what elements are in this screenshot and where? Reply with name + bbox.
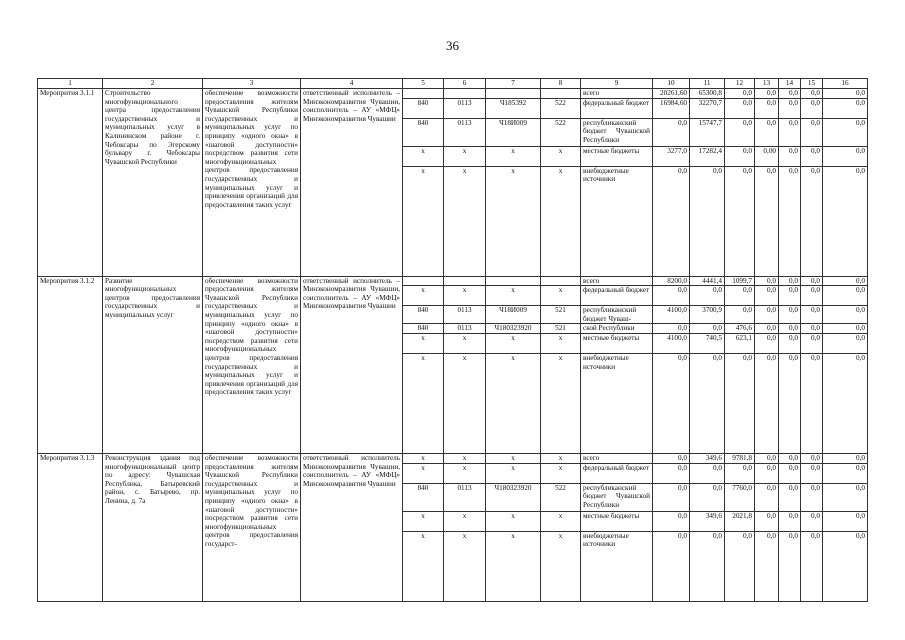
- column-number: 6: [444, 79, 486, 89]
- funding-value: 0,0: [755, 118, 779, 146]
- budget-code-expense-type: x: [541, 146, 581, 166]
- funding-value: 0,0: [823, 276, 868, 286]
- funding-value: 0,0: [725, 118, 755, 146]
- funding-value: 0,0: [779, 286, 801, 306]
- funding-value: 0,0: [779, 146, 801, 166]
- funding-value: 1099,7: [725, 276, 755, 286]
- funding-value: 0,0: [779, 483, 801, 511]
- funding-value: 0,0: [779, 333, 801, 353]
- funding-source: республиканский бюджет Чувашской Республики: [581, 118, 653, 146]
- budget-code-expense-type: x: [541, 463, 581, 483]
- funding-source: местные бюджеты: [581, 146, 653, 166]
- funding-value: 0,0: [801, 531, 823, 601]
- funding-value: 0,0: [690, 353, 725, 453]
- funding-value: 0,0: [653, 118, 690, 146]
- measure-goal: обеспечение возможности предоставления жителям Чувашской Республики государственных и муниципальных услуг по принципу «одного окна» в «шаговой доступности» посредством развития сети многофункциональных центров предоставления государственных и муниципальных услуг и привлечения организаций для предоставления таких услуг: [203, 276, 301, 453]
- column-number: 2: [103, 79, 203, 89]
- funding-value: 0,0: [755, 89, 779, 99]
- budget-code-target: x: [486, 531, 541, 601]
- budget-code-expense-type: 521: [541, 306, 581, 324]
- funding-value: 0,0: [755, 483, 779, 511]
- funding-value: 0,0: [779, 463, 801, 483]
- funding-source: всего: [581, 453, 653, 463]
- funding-source: ской Республики: [581, 324, 653, 334]
- funding-value: 0,0: [653, 353, 690, 453]
- funding-value: 0,0: [755, 306, 779, 324]
- funding-value: 0,0: [653, 166, 690, 276]
- funding-value: 9781,8: [725, 453, 755, 463]
- measure-code: Меропрития 3.1.3: [38, 453, 103, 601]
- funding-value: 15747,7: [690, 118, 725, 146]
- measure-code: Меропрития 3.1.1: [38, 89, 103, 277]
- funding-value: 476,6: [725, 324, 755, 334]
- funding-value: 0,0: [801, 89, 823, 99]
- budget-code-grbs: 840: [403, 306, 444, 324]
- funding-value: 0,0: [801, 118, 823, 146]
- budget-code-section: x: [444, 286, 486, 306]
- funding-value: 65300,8: [690, 89, 725, 99]
- funding-value: 0,0: [653, 286, 690, 306]
- column-number: 13: [755, 79, 779, 89]
- budget-code-target: Ч180323920: [486, 324, 541, 334]
- funding-value: 0,0: [823, 511, 868, 531]
- budget-code-grbs: x: [403, 511, 444, 531]
- budget-code-target: x: [486, 511, 541, 531]
- budget-code-target: x: [486, 146, 541, 166]
- funding-value: 0,0: [725, 306, 755, 324]
- budget-code-grbs: x: [403, 333, 444, 353]
- funding-value: 0,0: [801, 98, 823, 118]
- column-number: 7: [486, 79, 541, 89]
- funding-value: 2021,8: [725, 511, 755, 531]
- funding-value: 0,0: [690, 286, 725, 306]
- budget-code-target: x: [486, 463, 541, 483]
- budget-code-grbs: x: [403, 146, 444, 166]
- table-row: [38, 89, 868, 99]
- budget-code-section: x: [444, 146, 486, 166]
- budget-code-target: [486, 276, 541, 286]
- column-number: 12: [725, 79, 755, 89]
- column-number: 15: [801, 79, 823, 89]
- budget-code-grbs: 840: [403, 118, 444, 146]
- budget-code-target: x: [486, 166, 541, 276]
- budget-code-target: x: [486, 353, 541, 453]
- funding-source: всего: [581, 89, 653, 99]
- funding-source: федеральный бюджет: [581, 463, 653, 483]
- measure-name: Строительство многофункционального центра предоставления государственных и муниципальных услуг в Калининском районе г. Чебоксары по Эгерскому бульвару г. Чебоксары Чувашской Республики: [103, 89, 203, 277]
- table-row: [38, 453, 868, 463]
- funding-value: 0,0: [755, 531, 779, 601]
- budget-code-section: x: [444, 333, 486, 353]
- funding-value: 0,0: [725, 98, 755, 118]
- measure-code: Меропрития 3.1.2: [38, 276, 103, 453]
- funding-value: 0,0: [801, 324, 823, 334]
- program-funding-table: [37, 78, 868, 602]
- column-number: 9: [581, 79, 653, 89]
- funding-value: 0,0: [653, 324, 690, 334]
- funding-source: республиканский бюджет Чувашской Республики: [581, 483, 653, 511]
- funding-value: 0,0: [823, 306, 868, 324]
- budget-code-section: x: [444, 166, 486, 276]
- budget-code-grbs: 840: [403, 483, 444, 511]
- funding-value: 0,0: [801, 333, 823, 353]
- column-number: 10: [653, 79, 690, 89]
- funding-value: 740,5: [690, 333, 725, 353]
- column-number: 5: [403, 79, 444, 89]
- budget-code-grbs: x: [403, 166, 444, 276]
- measure-goal: обеспечение возможности предоставления жителям Чувашской Республики государственных и муниципальных услуг по принципу «одного окна» в «шаговой доступности» посредством развития сети многофункциональных центров предоставления государственных и муниципальных услуг и привлечения организаций для предоставления таких услуг: [203, 89, 301, 277]
- budget-code-expense-type: [541, 276, 581, 286]
- budget-code-grbs: [403, 276, 444, 286]
- budget-code-section: 0113: [444, 483, 486, 511]
- funding-source: республиканский бюджет Чуваш-: [581, 306, 653, 324]
- measure-executor: ответственный исполнитель – Минэкономразвития Чувашии, соисполнитель – АУ «МФЦ» Минэкономразвития Чувашии: [301, 276, 403, 453]
- funding-value: 0,0: [779, 453, 801, 463]
- funding-value: 0,0: [755, 453, 779, 463]
- funding-value: 0,0: [755, 98, 779, 118]
- funding-source: всего: [581, 276, 653, 286]
- measure-goal: обеспечение возможности предоставления жителям Чувашской Республики государственных и муниципальных услуг по принципу «одного окна» в «шаговой доступности» посредством развития сети многофункциональных центров предоставления государст-: [203, 453, 301, 601]
- funding-value: 0,0: [690, 531, 725, 601]
- budget-code-expense-type: x: [541, 511, 581, 531]
- funding-value: 0,0: [801, 146, 823, 166]
- funding-value: 20261,60: [653, 89, 690, 99]
- funding-value: 7760,0: [725, 483, 755, 511]
- funding-value: 349,6: [690, 453, 725, 463]
- budget-code-target: Ч18И009: [486, 306, 541, 324]
- budget-code-target: Ч18И009: [486, 118, 541, 146]
- table-row: [38, 276, 868, 286]
- funding-value: 4100,0: [653, 333, 690, 353]
- funding-value: 0,0: [823, 463, 868, 483]
- funding-value: 0,0: [823, 286, 868, 306]
- funding-value: 0,0: [823, 166, 868, 276]
- budget-code-grbs: x: [403, 353, 444, 453]
- funding-value: 0,0: [690, 463, 725, 483]
- column-number: 3: [203, 79, 301, 89]
- funding-value: 0,0: [653, 511, 690, 531]
- column-number: 16: [823, 79, 868, 89]
- budget-code-grbs: [403, 89, 444, 99]
- funding-value: 0,0: [725, 166, 755, 276]
- budget-code-grbs: x: [403, 531, 444, 601]
- funding-source: внебюджетные источники: [581, 531, 653, 601]
- funding-value: 0,0: [801, 306, 823, 324]
- funding-value: 0,0: [725, 531, 755, 601]
- funding-value: 16984,60: [653, 98, 690, 118]
- budget-code-section: [444, 276, 486, 286]
- funding-value: 349,6: [690, 511, 725, 531]
- column-number: 14: [779, 79, 801, 89]
- funding-value: 0,0: [690, 483, 725, 511]
- funding-value: 0,0: [755, 511, 779, 531]
- funding-source: федеральный бюджет: [581, 286, 653, 306]
- budget-code-expense-type: 522: [541, 118, 581, 146]
- funding-value: 0,0: [725, 463, 755, 483]
- budget-code-grbs: 840: [403, 324, 444, 334]
- funding-value: 32270,7: [690, 98, 725, 118]
- budget-code-section: x: [444, 463, 486, 483]
- budget-code-section: 0113: [444, 118, 486, 146]
- budget-code-target: Ч185392: [486, 98, 541, 118]
- funding-value: 0,0: [690, 166, 725, 276]
- funding-value: 0,0: [801, 511, 823, 531]
- budget-code-expense-type: x: [541, 531, 581, 601]
- funding-value: 3700,9: [690, 306, 725, 324]
- funding-value: 0,0: [653, 531, 690, 601]
- funding-source: местные бюджеты: [581, 511, 653, 531]
- measure-name: Реконструкция здания под многофункциональный центр по адресу: Чувашская Республика, Батыревский район, с. Батырево, пр. Ленина, д. 7а: [103, 453, 203, 601]
- funding-value: 0,0: [755, 353, 779, 453]
- funding-value: 0,0: [755, 166, 779, 276]
- funding-value: 0,0: [779, 89, 801, 99]
- funding-value: 0,0: [823, 531, 868, 601]
- funding-value: 0,0: [801, 353, 823, 453]
- funding-value: 4441,4: [690, 276, 725, 286]
- measure-executor: ответственный исполнитель Минэкономразвития Чувашии, соисполнитель – АУ «МФЦ» Минэкономразвития Чувашии: [301, 453, 403, 601]
- budget-code-expense-type: 522: [541, 98, 581, 118]
- funding-value: 0,0: [779, 98, 801, 118]
- measure-name: Развитие многофункциональных центров предоставления государственных и муниципальных услуг: [103, 276, 203, 453]
- budget-code-expense-type: x: [541, 333, 581, 353]
- funding-value: 0,0: [653, 453, 690, 463]
- funding-value: 0,0: [779, 306, 801, 324]
- budget-code-section: x: [444, 511, 486, 531]
- budget-code-target: Ч180323920: [486, 483, 541, 511]
- funding-value: 0,0: [653, 483, 690, 511]
- budget-code-expense-type: 522: [541, 483, 581, 511]
- column-number: 11: [690, 79, 725, 89]
- funding-value: 0,0: [690, 324, 725, 334]
- budget-code-grbs: x: [403, 453, 444, 463]
- funding-value: 0,0: [779, 531, 801, 601]
- budget-code-section: x: [444, 453, 486, 463]
- funding-value: 0,0: [801, 483, 823, 511]
- budget-code-expense-type: x: [541, 286, 581, 306]
- funding-value: 4100,0: [653, 306, 690, 324]
- funding-value: 0,0: [725, 146, 755, 166]
- budget-code-section: 0113: [444, 98, 486, 118]
- funding-value: 0,0: [823, 453, 868, 463]
- funding-value: 0,0: [725, 286, 755, 306]
- funding-value: 0,0: [823, 146, 868, 166]
- funding-value: 0,0: [823, 353, 868, 453]
- funding-value: 0,0: [755, 324, 779, 334]
- funding-value: 0,0: [823, 98, 868, 118]
- funding-value: 0,0: [823, 483, 868, 511]
- funding-value: 0,0: [801, 463, 823, 483]
- budget-code-expense-type: x: [541, 166, 581, 276]
- funding-value: 0,0: [653, 463, 690, 483]
- budget-code-expense-type: x: [541, 353, 581, 453]
- funding-value: 0,0: [779, 276, 801, 286]
- funding-value: 623,1: [725, 333, 755, 353]
- funding-value: 0,0: [755, 463, 779, 483]
- funding-value: 0,0: [755, 286, 779, 306]
- funding-value: 0,0: [725, 353, 755, 453]
- column-number: 8: [541, 79, 581, 89]
- funding-value: 0,0: [779, 353, 801, 453]
- column-number: 1: [38, 79, 103, 89]
- budget-code-expense-type: [541, 89, 581, 99]
- budget-code-section: 0113: [444, 306, 486, 324]
- funding-source: федеральный бюджет: [581, 98, 653, 118]
- budget-code-expense-type: 521: [541, 324, 581, 334]
- funding-value: 0,0: [823, 333, 868, 353]
- budget-code-target: [486, 89, 541, 99]
- funding-value: 0,0: [755, 333, 779, 353]
- funding-value: 0,0: [801, 166, 823, 276]
- funding-value: 17282,4: [690, 146, 725, 166]
- budget-code-expense-type: x: [541, 453, 581, 463]
- funding-value: 0,0: [779, 324, 801, 334]
- funding-value: 0,0: [779, 511, 801, 531]
- budget-code-section: 0113: [444, 324, 486, 334]
- funding-value: 3277,0: [653, 146, 690, 166]
- funding-value: 0,0: [823, 89, 868, 99]
- funding-source: внебюджетные источники: [581, 166, 653, 276]
- funding-value: 0,0: [801, 276, 823, 286]
- budget-code-grbs: 840: [403, 98, 444, 118]
- funding-value: 0,0: [725, 89, 755, 99]
- funding-value: 0,0: [801, 286, 823, 306]
- funding-value: 0,00: [755, 146, 779, 166]
- funding-value: 0,0: [801, 453, 823, 463]
- funding-source: внебюджетные источники: [581, 353, 653, 453]
- budget-code-section: x: [444, 531, 486, 601]
- funding-value: 0,0: [779, 118, 801, 146]
- column-number: 4: [301, 79, 403, 89]
- budget-code-target: x: [486, 286, 541, 306]
- budget-code-target: x: [486, 453, 541, 463]
- budget-code-grbs: x: [403, 286, 444, 306]
- funding-value: 0,0: [755, 276, 779, 286]
- budget-code-grbs: x: [403, 463, 444, 483]
- funding-value: 0,0: [823, 324, 868, 334]
- page-number: 36: [446, 38, 459, 53]
- column-number-row: [38, 79, 868, 89]
- funding-value: 0,0: [823, 118, 868, 146]
- budget-code-section: x: [444, 353, 486, 453]
- budget-code-target: x: [486, 333, 541, 353]
- funding-value: 0,0: [779, 166, 801, 276]
- measure-executor: ответственный исполнитель – Минэкономразвития Чувашии, соисполнитель – АУ «МФЦ» Минэкономразвития Чувашии: [301, 89, 403, 277]
- funding-value: 8200,0: [653, 276, 690, 286]
- funding-source: местные бюджеты: [581, 333, 653, 353]
- budget-code-section: [444, 89, 486, 99]
